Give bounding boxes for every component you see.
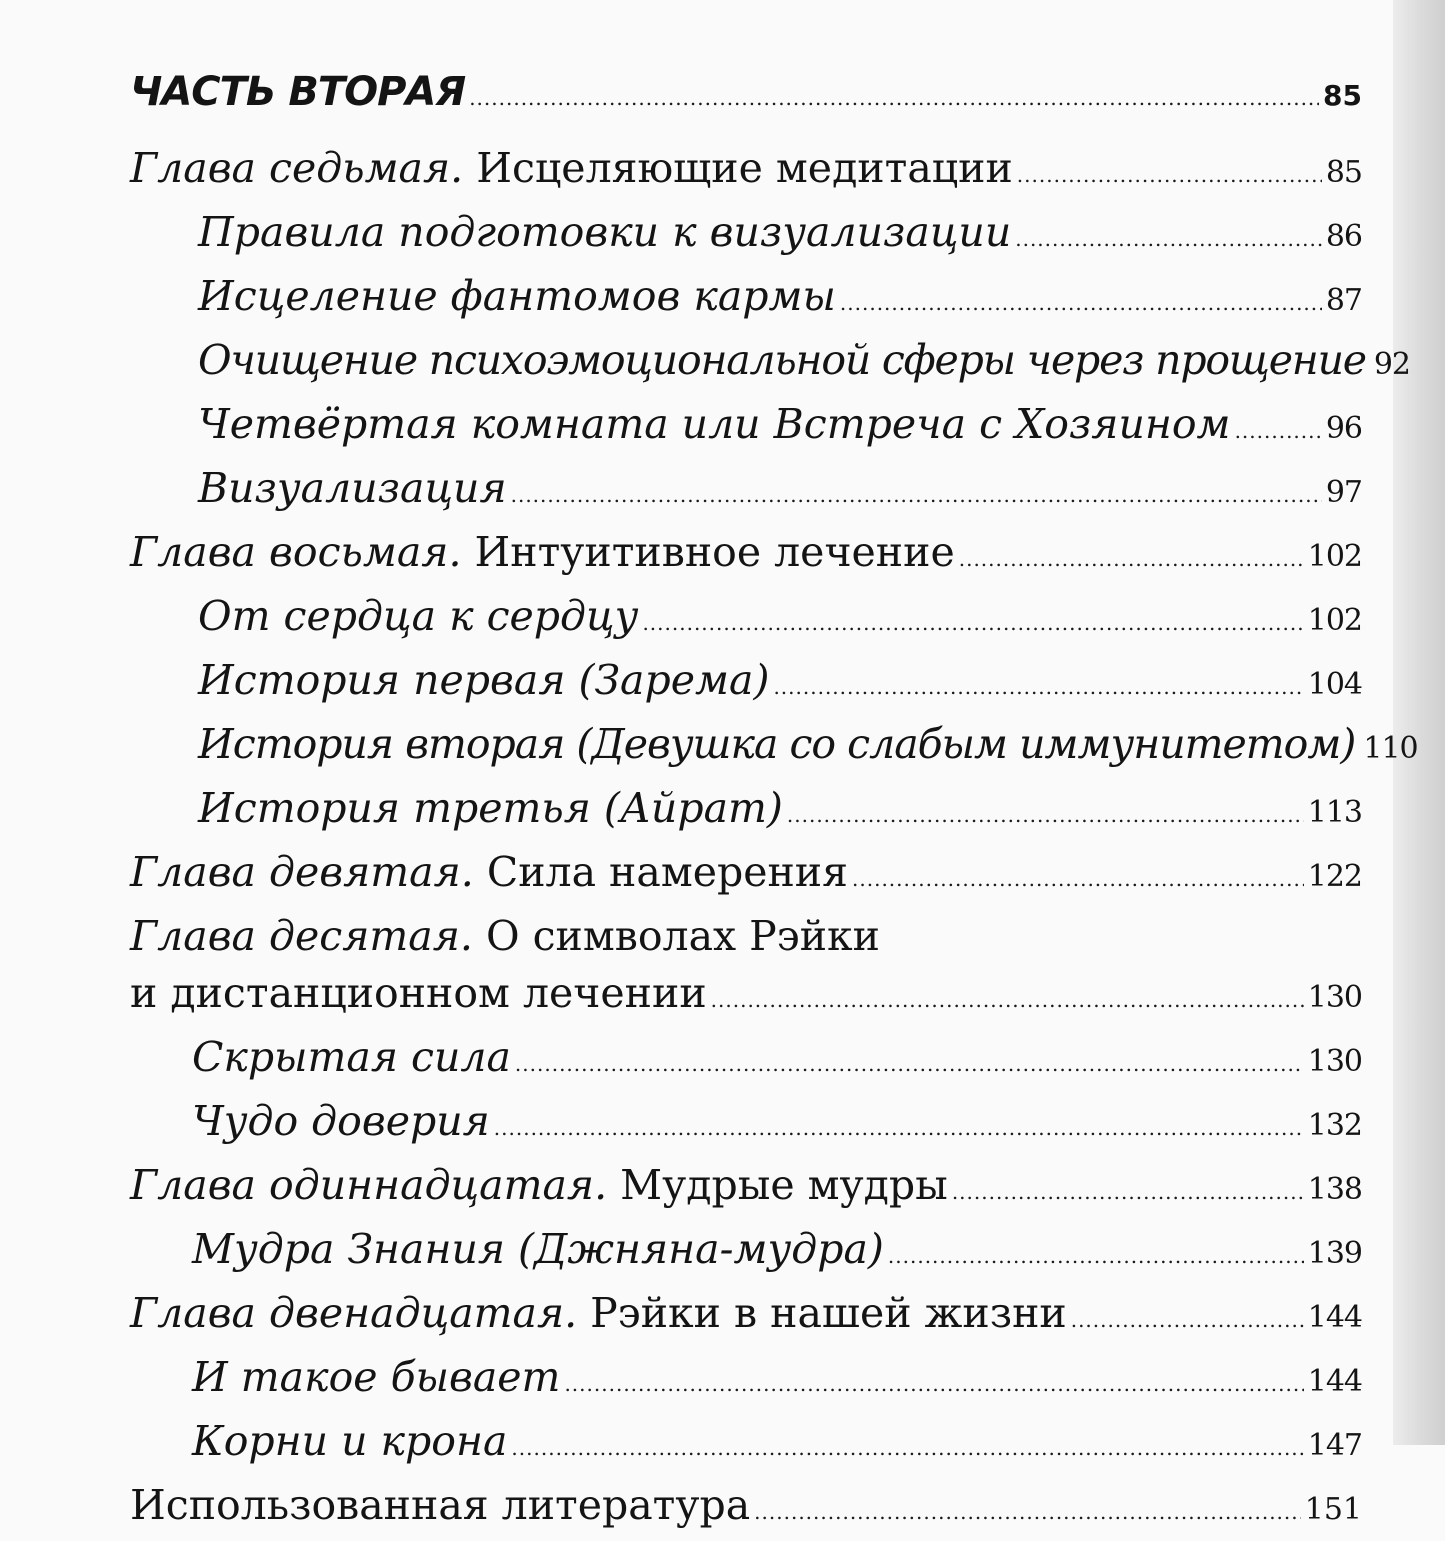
section-title: История вторая (Девушка со слабым иммунитетом) bbox=[198, 720, 1356, 768]
toc-chapter-7 bbox=[130, 140, 1362, 204]
page-number: 87 bbox=[1325, 283, 1362, 318]
toc-section bbox=[130, 396, 1362, 460]
page-number: 102 bbox=[1307, 603, 1362, 638]
page-number: 144 bbox=[1307, 1300, 1362, 1335]
page-number: 96 bbox=[1325, 411, 1362, 446]
toc-chapter-8 bbox=[130, 524, 1362, 588]
section-title: Чудо доверия bbox=[192, 1097, 490, 1145]
leader-dots bbox=[754, 1484, 1301, 1541]
part-page-number: 85 bbox=[1323, 79, 1362, 112]
page-number: 144 bbox=[1307, 1364, 1362, 1399]
page-number: 130 bbox=[1307, 1044, 1362, 1079]
leader-dots bbox=[494, 1100, 1304, 1157]
leader-dots bbox=[959, 531, 1304, 588]
page-number: 113 bbox=[1307, 795, 1362, 830]
chapter-title: Сила намерения bbox=[473, 848, 849, 896]
toc-section bbox=[130, 460, 1362, 524]
section-title: Четвёртая комната или Встреча с Хозяином bbox=[198, 400, 1231, 448]
toc-bibliography bbox=[130, 1477, 1362, 1541]
table-of-contents bbox=[130, 52, 1418, 1541]
toc-section bbox=[130, 332, 1411, 396]
chapter-label: Глава десятая. bbox=[130, 912, 473, 960]
section-title: Скрытая сила bbox=[192, 1033, 511, 1081]
page-number: 85 bbox=[1325, 155, 1362, 190]
leader-dots bbox=[787, 787, 1304, 844]
leader-dots bbox=[773, 659, 1303, 716]
toc-section bbox=[130, 652, 1362, 716]
toc-section bbox=[130, 1029, 1362, 1093]
page-number: 139 bbox=[1307, 1236, 1362, 1271]
section-title: От сердца к сердцу bbox=[198, 592, 639, 640]
toc-part-heading bbox=[130, 52, 1362, 138]
section-title: И такое бывает bbox=[192, 1353, 561, 1401]
leader-dots bbox=[469, 58, 1319, 138]
toc-section bbox=[130, 780, 1362, 844]
page-number: 97 bbox=[1325, 475, 1362, 510]
leader-dots bbox=[1015, 211, 1322, 268]
page-number: 122 bbox=[1307, 859, 1362, 894]
section-title: История третья (Айрат) bbox=[198, 784, 783, 832]
section-title: История первая (Зарема) bbox=[198, 656, 770, 704]
toc-chapter-10 bbox=[130, 908, 1362, 965]
toc-section bbox=[130, 1349, 1362, 1413]
leader-dots bbox=[888, 1228, 1304, 1285]
page-number: 147 bbox=[1307, 1428, 1362, 1463]
page-number: 86 bbox=[1325, 219, 1362, 254]
page-number: 92 bbox=[1373, 347, 1411, 382]
page-number: 110 bbox=[1363, 731, 1418, 766]
page-number: 132 bbox=[1307, 1108, 1362, 1143]
bibliography-title: Использованная литература bbox=[130, 1481, 751, 1529]
chapter-label: Глава седьмая. bbox=[130, 144, 464, 192]
toc-section bbox=[130, 588, 1362, 652]
section-title: Визуализация bbox=[198, 464, 507, 512]
toc-section bbox=[130, 268, 1362, 332]
toc-section bbox=[130, 1413, 1362, 1477]
toc-chapter-10-continued bbox=[130, 965, 1362, 1029]
leader-dots bbox=[1235, 403, 1322, 460]
chapter-label: Глава двенадцатая. bbox=[130, 1289, 578, 1337]
chapter-label: Глава одиннадцатая. bbox=[130, 1161, 608, 1209]
leader-dots bbox=[840, 275, 1322, 332]
leader-dots bbox=[515, 1036, 1304, 1093]
chapter-title: Мудрые мудры bbox=[607, 1161, 948, 1209]
leader-dots bbox=[642, 595, 1303, 652]
page-number: 130 bbox=[1307, 980, 1362, 1015]
leader-dots bbox=[511, 467, 1322, 524]
toc-chapter-12 bbox=[130, 1285, 1362, 1349]
leader-dots bbox=[1071, 1292, 1304, 1349]
toc-section bbox=[130, 716, 1418, 780]
toc-chapter-9 bbox=[130, 844, 1362, 908]
page-number: 104 bbox=[1307, 667, 1362, 702]
part-title: ЧАСТЬ ВТОРАЯ bbox=[130, 69, 466, 115]
leader-dots bbox=[1017, 147, 1322, 204]
chapter-title-continued: и дистанционном лечении bbox=[130, 969, 707, 1017]
toc-section bbox=[130, 1221, 1362, 1285]
page-number: 151 bbox=[1304, 1492, 1362, 1527]
leader-dots bbox=[852, 851, 1304, 908]
chapter-label: Глава восьмая. bbox=[130, 528, 462, 576]
leader-dots bbox=[952, 1164, 1304, 1221]
page-number: 102 bbox=[1307, 539, 1362, 574]
leader-dots bbox=[711, 972, 1304, 1029]
page-number: 138 bbox=[1307, 1172, 1362, 1207]
leader-dots bbox=[564, 1356, 1303, 1413]
section-title: Корни и крона bbox=[192, 1417, 508, 1465]
section-title: Мудра Знания (Джняна-мудра) bbox=[192, 1225, 884, 1273]
chapter-label: Глава девятая. bbox=[130, 848, 474, 896]
chapter-title: Исцеляющие медитации bbox=[463, 144, 1013, 192]
section-title: Очищение психоэмоциональной сферы через прощение bbox=[198, 336, 1366, 384]
toc-section bbox=[130, 1093, 1362, 1157]
chapter-title: Интуитивное лечение bbox=[461, 528, 955, 576]
chapter-title: О символах Рэйки bbox=[472, 912, 881, 960]
leader-dots bbox=[511, 1420, 1303, 1477]
section-title: Исцеление фантомов кармы bbox=[198, 272, 836, 320]
toc-chapter-11 bbox=[130, 1157, 1362, 1221]
toc-section bbox=[130, 204, 1362, 268]
chapter-title: Рэйки в нашей жизни bbox=[577, 1289, 1067, 1337]
section-title: Правила подготовки к визуализации bbox=[198, 208, 1012, 256]
